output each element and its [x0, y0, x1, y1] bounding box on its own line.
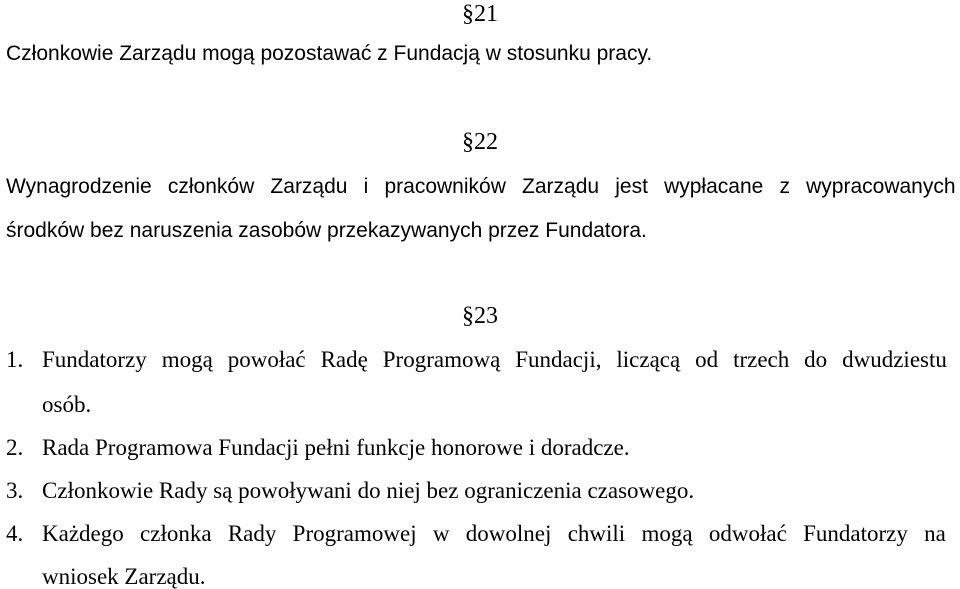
list-item-number: 1. [6, 347, 24, 372]
list-item-number: 4. [6, 521, 24, 546]
section-21-heading: §21 [462, 1, 498, 27]
section-23-heading: §23 [462, 303, 498, 329]
list-item-1-line-1: Fundatorzy mogą powołać Radę Programową Fundacji, liczącą od trzech do dwudziestu [42, 347, 947, 372]
list-item-1-line-2: osób. [42, 392, 92, 417]
section-22-text-line-2: środków bez naruszenia zasobów przekazywanych przez Fundatora. [6, 219, 647, 242]
list-item-number: 3. [6, 478, 24, 503]
list-item-2-text: Rada Programowa Fundacji pełni funkcje honorowe i doradcze. [42, 435, 630, 460]
section-22-text-line-1: Wynagrodzenie członków Zarządu i pracowników Zarządu jest wypłacane z wypracowanych [6, 175, 956, 198]
section-22-heading: §22 [462, 129, 498, 155]
list-item-number: 2. [6, 435, 24, 460]
list-item-4-line-1: Każdego członka Rady Programowej w dowolnej chwili mogą odwołać Fundatorzy na [42, 521, 946, 546]
list-item-4-line-2: wniosek Zarządu. [42, 564, 206, 589]
section-21-text: Członkowie Zarządu mogą pozostawać z Fundacją w stosunku pracy. [6, 42, 653, 65]
list-item-3-text: Członkowie Rady są powoływani do niej bez ograniczenia czasowego. [42, 478, 695, 503]
